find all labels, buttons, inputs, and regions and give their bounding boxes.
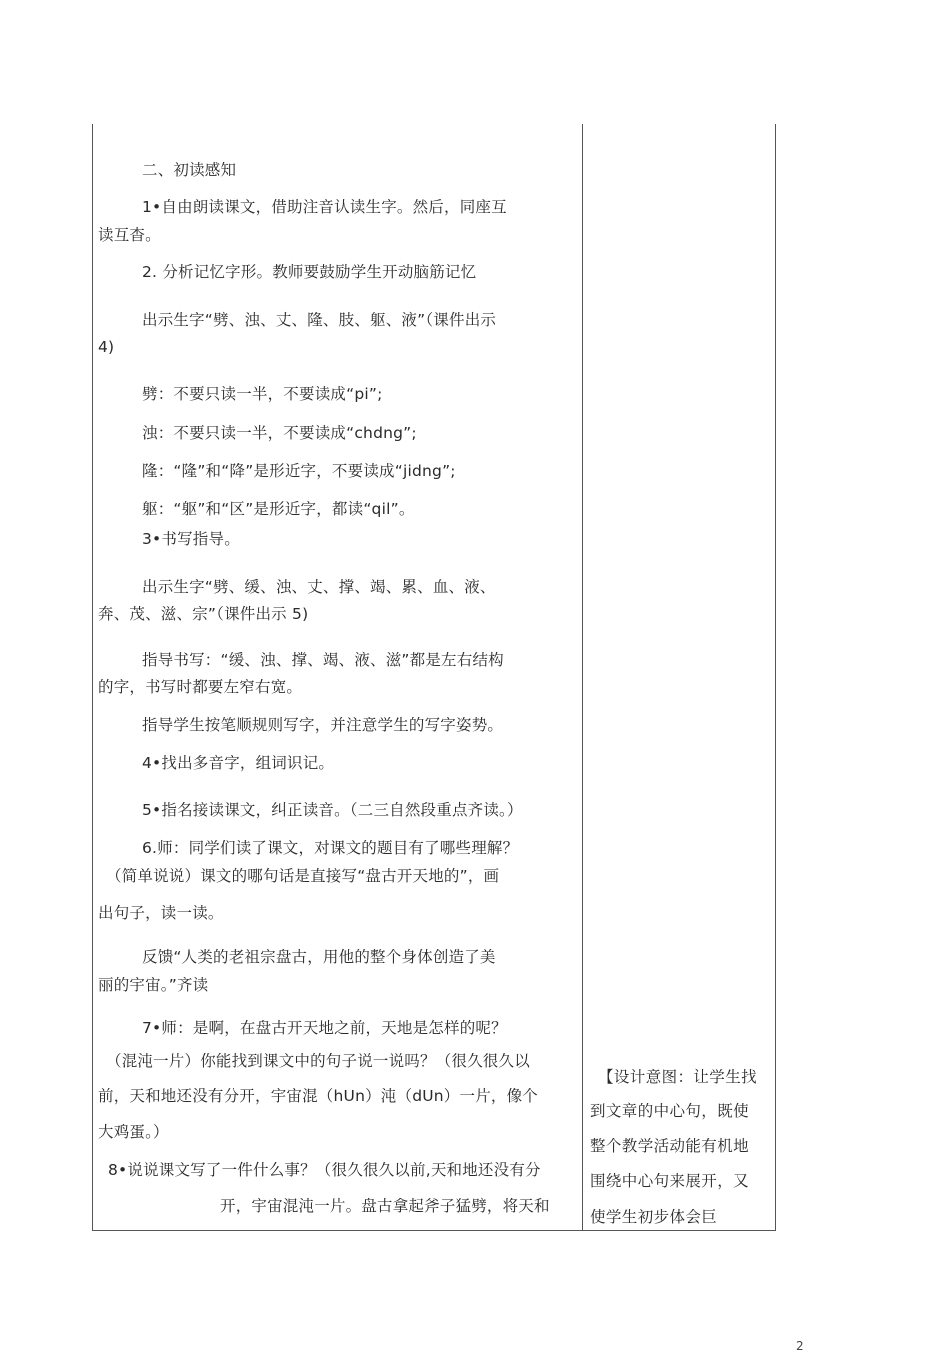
text-line: 反馈“人类的老祖宗盘古，用他的整个身体创造了美 <box>142 948 496 966</box>
section-heading: 二、初读感知 <box>142 161 237 179</box>
text-line: 出句子，读一读。 <box>98 904 224 922</box>
table-left-border <box>92 124 93 1230</box>
design-intent-line: 整个教学活动能有机地 <box>590 1137 750 1155</box>
text-line: 奔、茂、滋、宗”（课件出示 5) <box>98 605 309 623</box>
text-line: 4•找出多音字，组词识记。 <box>142 754 335 772</box>
text-line: 指导书写：“缓、浊、撑、竭、液、滋”都是左右结构 <box>142 651 504 669</box>
text-line: 1•自由朗读课文，借助注音认读生字。然后，同座互 <box>142 198 507 216</box>
page-number: 2 <box>796 1339 804 1353</box>
text-line: 大鸡蛋。） <box>98 1123 169 1141</box>
text-line: 浊：不要只读一半，不要读成“chdng”; <box>142 424 417 442</box>
text-line: 躯：“躯”和“区”是形近字，都读“qil”。 <box>142 500 415 518</box>
table-column-divider <box>582 124 583 1230</box>
text-line: （混沌一片）你能找到课文中的句子说一说吗？（很久很久以 <box>106 1052 530 1070</box>
table-bottom-border <box>92 1230 776 1231</box>
text-line: 劈：不要只读一半，不要读成“pi”; <box>142 385 383 403</box>
text-line: 出示生字“劈、缓、浊、丈、撑、竭、累、血、液、 <box>142 578 496 596</box>
text-line: 出示生字“劈、浊、丈、隆、肢、躯、液”（课件出示 <box>142 311 497 329</box>
text-line: 8•说说课文写了一件什么事？（很久很久以前,天和地还没有分 <box>108 1161 541 1179</box>
design-intent-line: 使学生初步体会巨 <box>590 1208 718 1226</box>
design-intent-line: 到文章的中心句，既使 <box>590 1102 750 1120</box>
text-line: 指导学生按笔顺规则写字，并注意学生的写字姿势。 <box>142 716 504 734</box>
text-line: 2. 分析记忆字形。教师要鼓励学生开动脑筋记忆 <box>142 263 477 281</box>
text-line: 隆：“隆”和“降”是形近字，不要读成“jidng”; <box>142 462 456 480</box>
text-line: 的字，书写时都要左窄右宽。 <box>98 678 303 696</box>
design-intent-line: 【设计意图：让学生找 <box>598 1068 758 1086</box>
design-intent-line: 围绕中心句来展开，又 <box>590 1172 750 1190</box>
text-line: 丽的宇宙。”齐读 <box>98 976 209 994</box>
table-right-border <box>775 124 776 1230</box>
text-line: 3•书写指导。 <box>142 530 240 548</box>
text-line: 4) <box>98 338 115 356</box>
text-line: 开，宇宙混沌一片。盘古拿起斧子猛劈，将天和 <box>220 1197 550 1215</box>
text-line: 读互杳。 <box>98 226 161 244</box>
text-line: 5•指名接读课文，纠正读音。（二三自然段重点齐读。） <box>142 801 523 819</box>
text-line: 6.师：同学们读了课文，对课文的题目有了哪些理解？ <box>142 839 519 857</box>
text-line: 前，天和地还没有分开，宇宙混（hUn）沌（dUn）一片，像个 <box>98 1087 539 1105</box>
text-line: （简单说说）课文的哪句话是直接写“盘古开天地的”，画 <box>106 867 500 885</box>
text-line: 7•师：是啊，在盘古开天地之前，天地是怎样的呢？ <box>142 1019 507 1037</box>
